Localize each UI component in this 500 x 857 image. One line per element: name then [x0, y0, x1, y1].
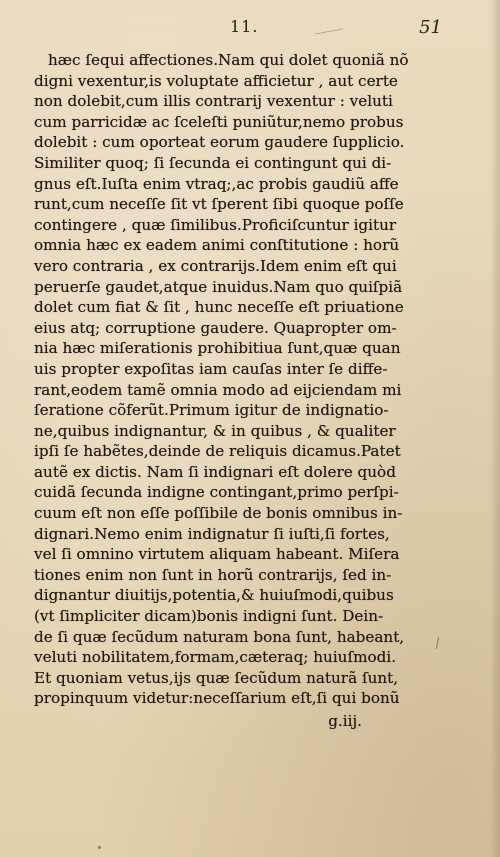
text-line: hæc ſequi affectiones.Nam qui dolet quoniã nõ: [48, 51, 409, 69]
ink-dot: [98, 846, 101, 849]
text-line: dignari.Nemo enim indignatur ſi iuſti,ſi fortes,: [34, 524, 390, 543]
text-line: propinquum videtur:neceſſarium eſt,ſi qui bonũ: [34, 689, 400, 708]
text-line: Et quoniam vetus,ijs quæ ſecũdum naturã ſunt,: [34, 668, 399, 687]
text-line: vel ſi omnino virtutem aliquam habeant. Miſera: [34, 545, 400, 564]
text-line: non dolebit,cum illis contrarij vexentur : veluti: [34, 92, 393, 111]
text-line: gnus eſt.Iuſta enim vtraq;,ac probis gaudiũ affe: [34, 174, 399, 193]
text-line: Similiter quoq; ſi ſecunda ei contingunt qui di-: [34, 153, 392, 172]
text-line: nia hæc miſerationis prohibitiua ſunt,quæ quan: [34, 339, 401, 358]
pencil-mark: [315, 29, 343, 35]
catchword: g.iij.: [328, 712, 362, 730]
text-line: dignantur diuitijs,potentia,& huiuſmodi,quibus: [34, 586, 394, 605]
text-line: cum parricidæ ac ſceleſti puniũtur,nemo probus: [34, 112, 404, 131]
text-line: veluti nobilitatem,formam,cæteraq; huiuſmodi.: [34, 648, 397, 667]
page-number: 51: [419, 17, 442, 38]
text-line: peruerſe gaudet,atque inuidus.Nam quo quiſpiã: [34, 277, 403, 296]
margin-mark: [436, 637, 439, 649]
text-line: (vt ſimpliciter dicam)bonis indigni ſunt. Dein-: [34, 607, 384, 626]
text-line: digni vexentur,is voluptate afficietur , aut certe: [34, 71, 398, 90]
text-line: de ſi quæ ſecũdum naturam bona ſunt, habeant,: [34, 627, 405, 646]
text-line: ipſi ſe habẽtes,deinde de reliquis dicamus.Patet: [34, 442, 401, 461]
text-line: dolet cum fiat & ſit , hunc neceſſe eſt priuatione: [34, 298, 404, 317]
text-line: autẽ ex dictis. Nam ſi indignari eſt dolere quòd: [34, 462, 396, 481]
text-line: omnia hæc ex eadem animi conſtitutione : horũ: [34, 236, 400, 255]
page-edge-shadow: [490, 0, 500, 857]
text-line: cuidã ſecunda indigne contingant,primo perſpi-: [34, 483, 399, 502]
text-line: cuum eſt non eſſe poſſibile de bonis omnibus in-: [34, 504, 403, 523]
text-line: tiones enim non ſunt in horũ contrarijs, ſed in-: [34, 565, 392, 584]
text-line: ſeratione cõferũt.Primum igitur de indignatio-: [34, 401, 389, 420]
text-line: uis propter expoſitas iam cauſas inter ſe diffe-: [34, 359, 388, 378]
text-line: dolebit : cum oporteat eorum gaudere ſupplicio.: [34, 133, 405, 152]
body-text: [34, 50, 416, 770]
text-line: vero contraria , ex contrarijs.Idem enim eſt qui: [34, 256, 397, 275]
signature-mark: 11.: [230, 17, 259, 36]
text-line: eius atq; corruptione gaudere. Quapropter om-: [34, 318, 397, 337]
text-line: runt,cum neceſſe ſit vt ſperent ſibi quoque poſſe: [34, 195, 404, 214]
text-line: contingere , quæ ſimilibus.Proficiſcuntur igitur: [34, 215, 397, 234]
page-header: [0, 17, 500, 41]
text-line: rant,eodem tamẽ omnia modo ad eijciendam mi: [34, 380, 402, 399]
text-line: ne,quibus indignantur, & in quibus , & qualiter: [34, 421, 396, 440]
